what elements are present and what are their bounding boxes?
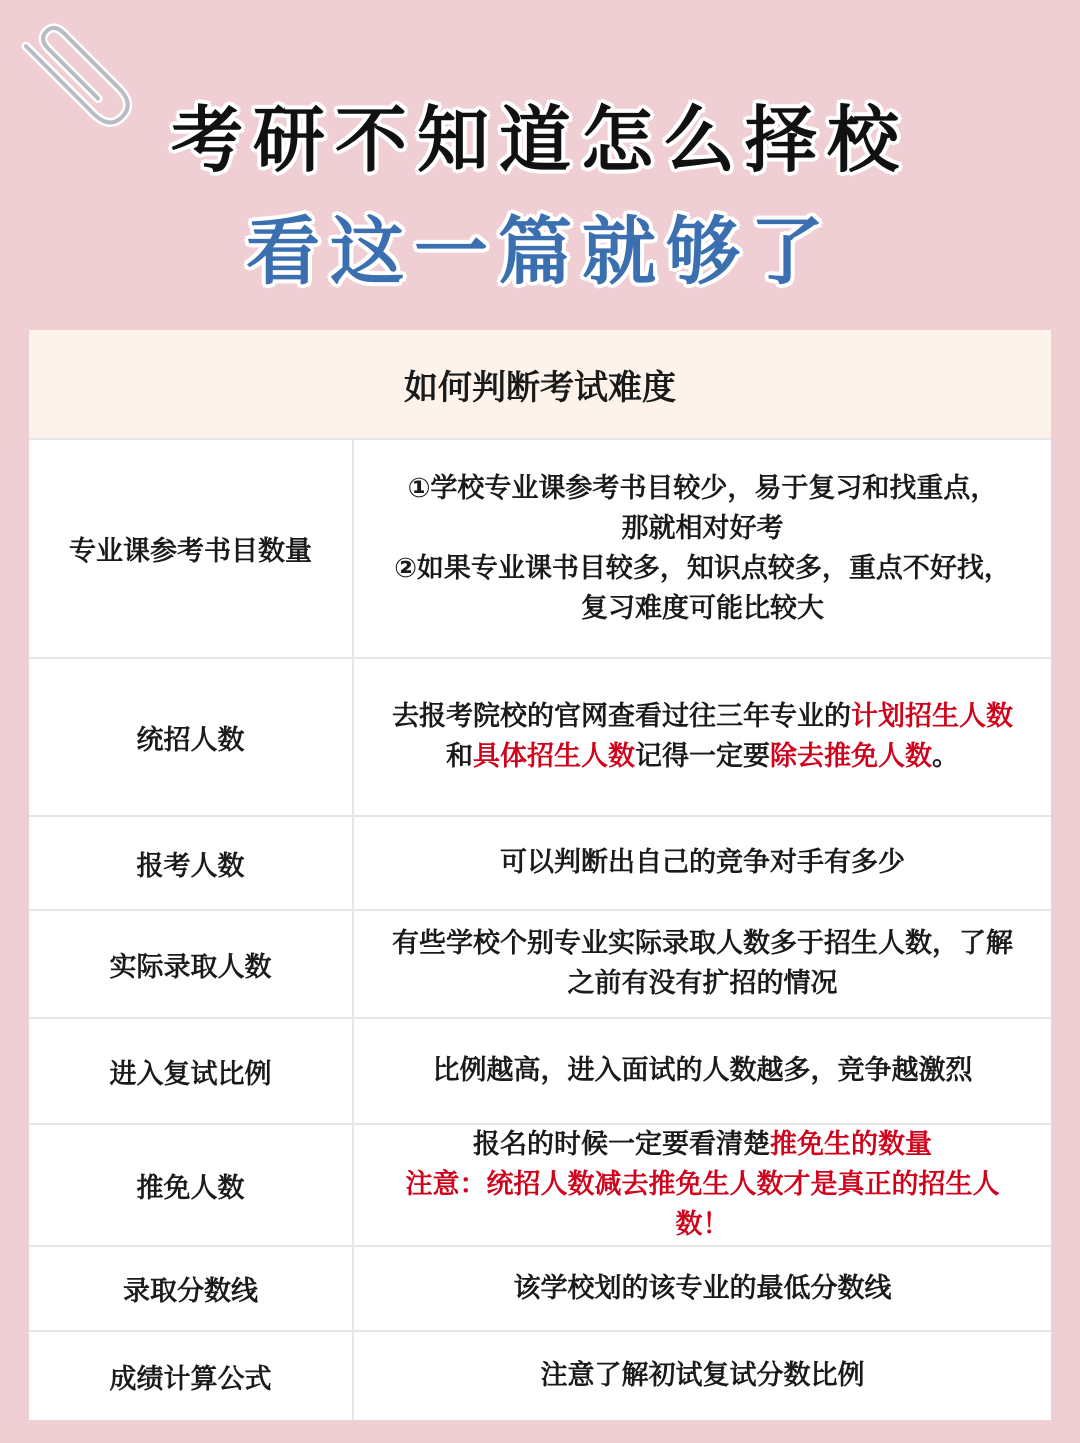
highlight-text: 除去推免人数 bbox=[770, 741, 932, 772]
table-row bbox=[29, 817, 1051, 911]
difficulty-table bbox=[29, 330, 1051, 1420]
note-line: 数！ bbox=[675, 1209, 730, 1240]
row-content bbox=[354, 659, 1051, 815]
content-line: ①学校专业课参考书目较少，易于复习和找重点， bbox=[407, 472, 998, 504]
content-line bbox=[473, 1125, 932, 1165]
row-content: 该学校划的该专业的最低分数线 bbox=[513, 1272, 892, 1304]
row-label: 报考人数 bbox=[29, 817, 354, 909]
content-text: 报名的时候一定要看清楚 bbox=[473, 1129, 770, 1160]
table-header: 如何判断考试难度 bbox=[29, 330, 1051, 440]
table-row bbox=[29, 911, 1051, 1019]
content-line: 复习难度可能比较大 bbox=[581, 592, 824, 624]
row-content: 注意了解初试复试分数比例 bbox=[540, 1360, 865, 1391]
table-row bbox=[29, 659, 1051, 817]
row-label: 进入复试比例 bbox=[29, 1019, 354, 1123]
page-title: 考研不知道怎么择校 bbox=[170, 98, 909, 182]
row-content bbox=[354, 911, 1051, 1017]
page-subtitle: 看这一篇就够了 bbox=[246, 209, 834, 295]
content-line bbox=[392, 697, 1013, 737]
row-label: 成绩计算公式 bbox=[29, 1332, 354, 1420]
highlight-text: 推免生的数量 bbox=[770, 1129, 932, 1160]
table-row bbox=[29, 1332, 1051, 1420]
table-row bbox=[29, 1247, 1051, 1332]
highlight-text: 计划招生人数 bbox=[851, 701, 1013, 732]
content-text: 。 bbox=[932, 741, 959, 772]
table-row bbox=[29, 1125, 1051, 1247]
content-text: 记得一定要 bbox=[635, 741, 770, 772]
row-content bbox=[354, 1125, 1051, 1245]
content-line bbox=[446, 737, 959, 777]
row-content bbox=[354, 440, 1051, 657]
row-label: 实际录取人数 bbox=[29, 911, 354, 1017]
highlight-text: 具体招生人数 bbox=[473, 741, 635, 772]
content-text: 去报考院校的官网查看过往三年专业的 bbox=[392, 701, 851, 732]
row-label: 录取分数线 bbox=[29, 1247, 354, 1330]
note-line: 注意：统招人数减去推免生人数才是真正的招生人 bbox=[405, 1169, 1000, 1200]
table-row bbox=[29, 1019, 1051, 1125]
row-content: 比例越高，进入面试的人数越多，竞争越激烈 bbox=[432, 1055, 973, 1086]
row-label: 统招人数 bbox=[29, 659, 354, 815]
content-line: ②如果专业课书目较多，知识点较多，重点不好找， bbox=[394, 552, 1011, 584]
content-text: 和 bbox=[446, 741, 473, 772]
row-content: 可以判断出自己的竞争对手有多少 bbox=[500, 847, 905, 878]
content-line: 之前有没有扩招的情况 bbox=[567, 968, 838, 999]
content-line: 那就相对好考 bbox=[621, 512, 784, 544]
row-label: 推免人数 bbox=[29, 1125, 354, 1245]
row-label: 专业课参考书目数量 bbox=[29, 440, 354, 657]
content-line: 有些学校个别专业实际录取人数多于招生人数，了解 bbox=[392, 928, 1013, 959]
table-row bbox=[29, 440, 1051, 659]
